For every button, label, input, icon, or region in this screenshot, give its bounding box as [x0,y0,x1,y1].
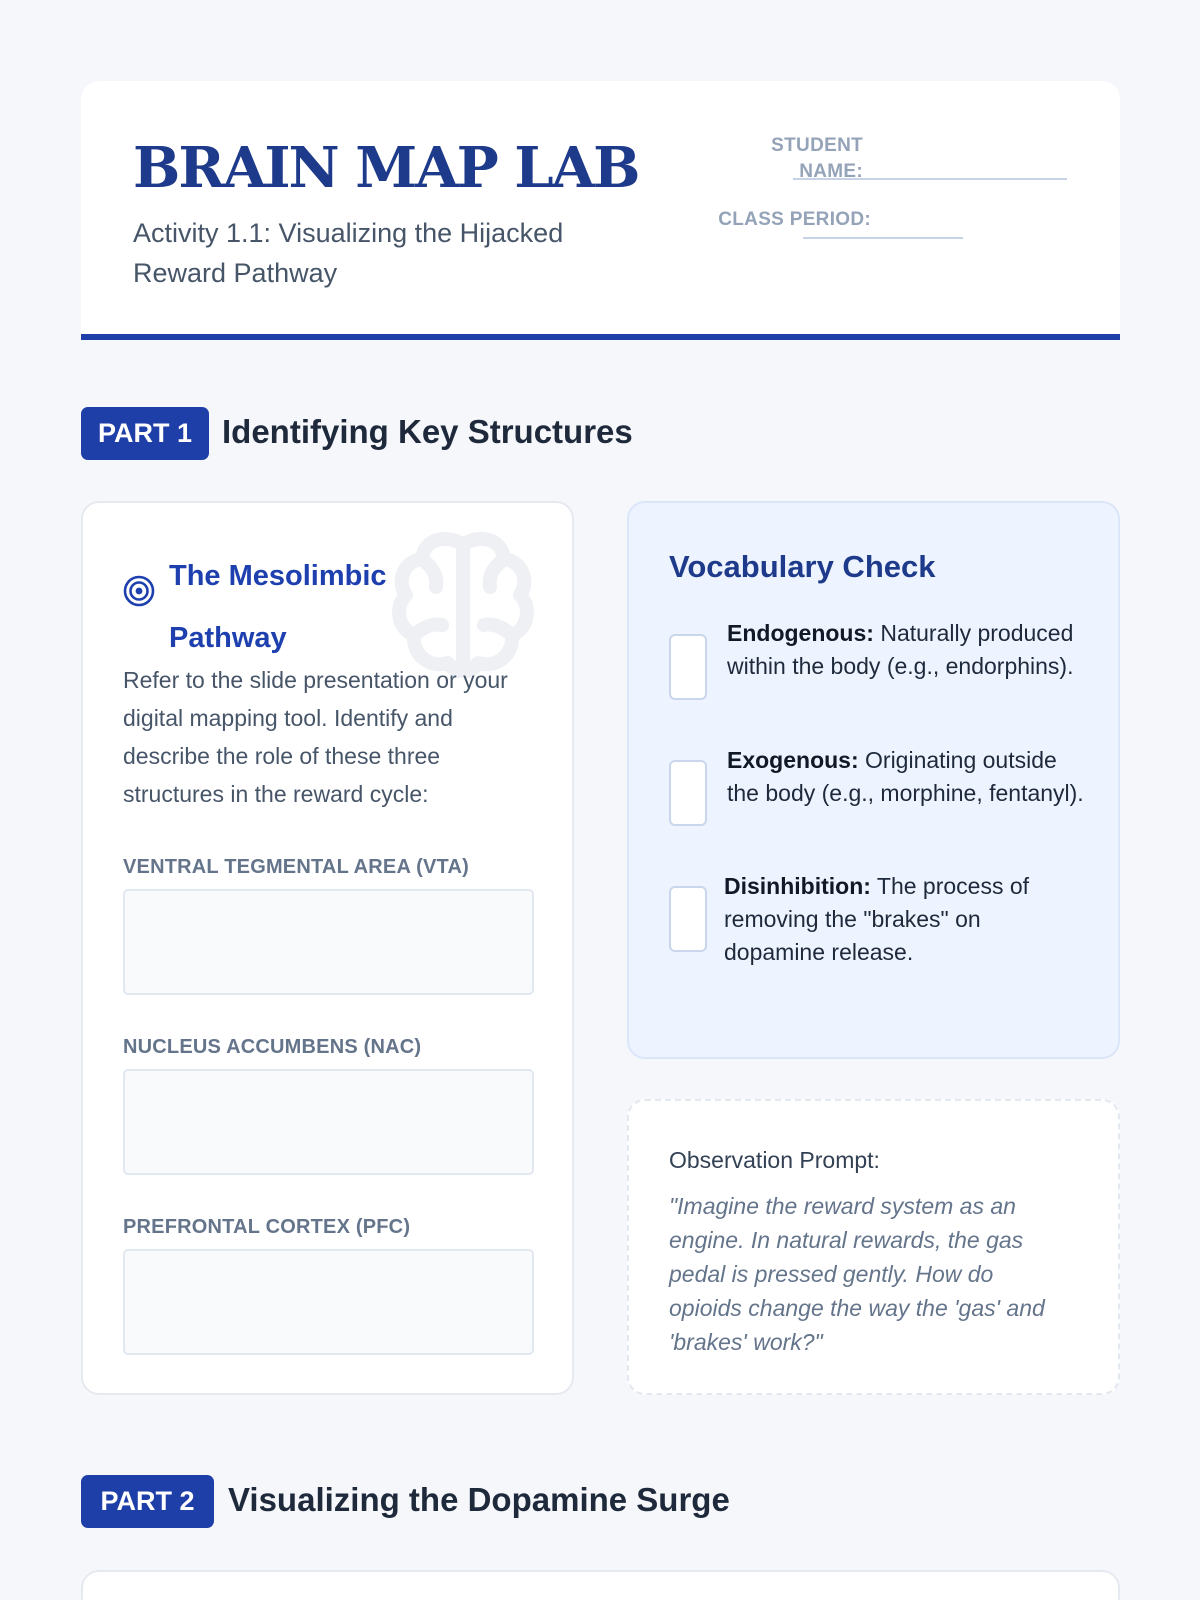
vocab-checkbox-exogenous[interactable] [669,760,707,826]
pathway-description: Refer to the slide presentation or your digital mapping tool. Identify and describe the role of these three structures in the reward cycle: [123,667,508,807]
pathway-heading: The Mesolimbic Pathway [169,560,387,654]
observation-prompt-card [627,1099,1120,1395]
vocab-item-exogenous: Exogenous: Originating outside the body (e.g., morphine, fentanyl). [727,747,1084,806]
nac-label: NUCLEUS ACCUMBENS (NAC) [123,1036,422,1058]
vocab-checkbox-disinhibition[interactable] [669,886,707,952]
activity-subtitle: Activity 1.1: Visualizing the Hijacked Reward Pathway [133,218,564,288]
class-period-label: CLASS PERIOD: [718,209,871,230]
part2-badge: PART 2 [81,1475,214,1528]
vocab-checkbox-endogenous[interactable] [669,634,707,700]
vocab-item-disinhibition: Disinhibition: The process of removing the "brakes" on dopamine release. [724,873,1030,965]
mesolimbic-pathway-card [81,501,574,1395]
student-name-label: STUDENT NAME: [771,135,863,182]
part1-title: Identifying Key Structures [222,413,633,450]
vocab-item-endogenous: Endogenous: Naturally produced within the body (e.g., endorphins). [727,620,1074,679]
observation-label: Observation Prompt: [669,1147,880,1173]
observation-quote: "Imagine the reward system as an engine. In natural rewards, the gas pedal is pressed gently. How do opioids change the way the 'gas' and 'brakes' work?" [669,1193,1045,1355]
vta-answer-field[interactable] [123,889,534,995]
student-name-field[interactable] [793,178,1067,180]
vta-label: VENTRAL TEGMENTAL AREA (VTA) [123,856,469,878]
part2-card [81,1570,1120,1600]
target-icon [123,575,155,607]
part1-badge: PART 1 [81,407,209,460]
nac-answer-field[interactable] [123,1069,534,1175]
part2-title: Visualizing the Dopamine Surge [228,1481,730,1518]
worksheet-header [81,81,1120,340]
pfc-answer-field[interactable] [123,1249,534,1355]
class-period-field[interactable] [803,237,963,239]
vocab-heading: Vocabulary Check [669,549,936,584]
page-title: BRAIN MAP LAB [133,135,639,201]
vocabulary-check-card [627,501,1120,1059]
pfc-label: PREFRONTAL CORTEX (PFC) [123,1216,411,1238]
